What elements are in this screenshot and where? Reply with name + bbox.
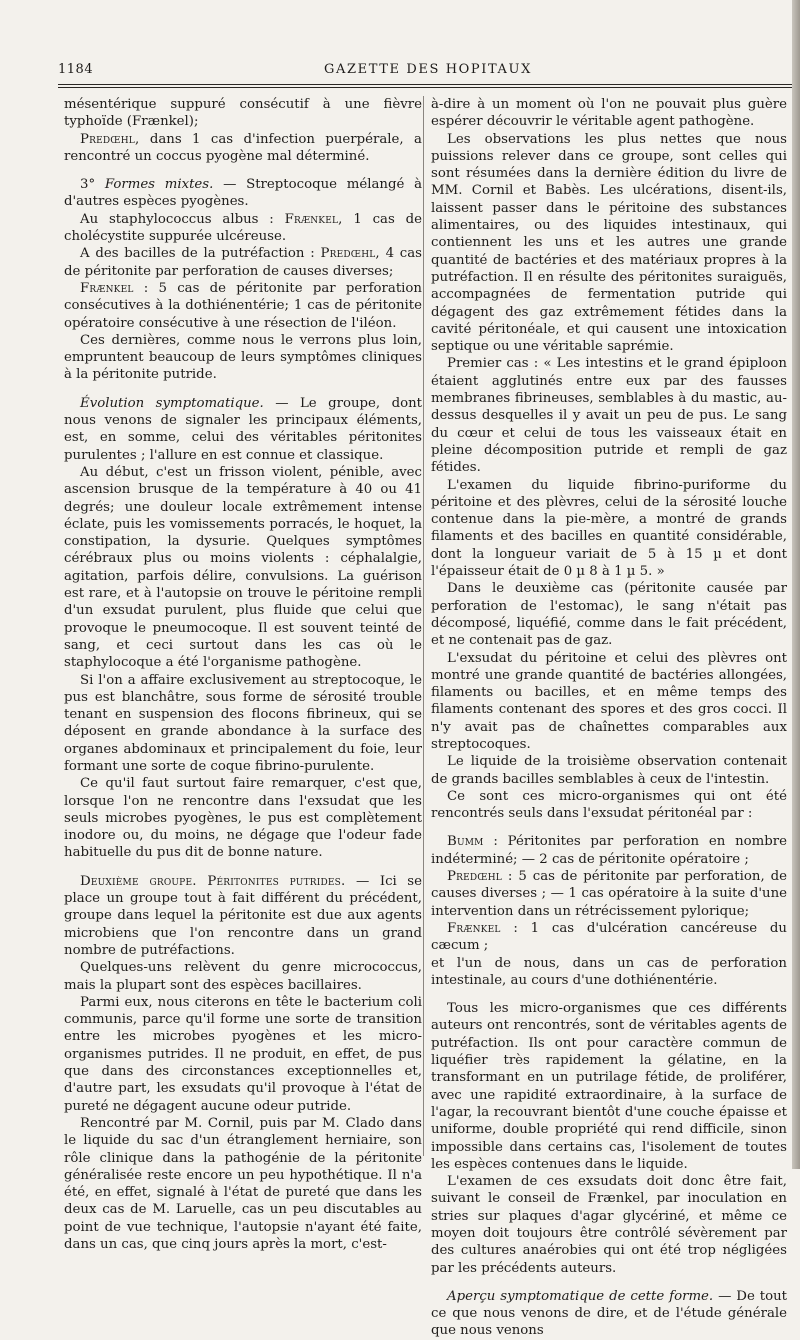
right-column <box>431 96 787 1340</box>
paragraph-text: Au début, c'est un frisson violent, pénible, avec ascension brusque de la température à 40 ou 41 degrés; une douleur locale extrêmement intense éclate, puis les vomissements porracés, le hoquet, la constipation, la dysurie. Quelques symptômes cérébraux plus ou moins violents : céphalalgie, agitation, parfois délire, convulsions. La guérison est rare, et à l'autopsie on trouve le péritoine rempli d'un exsudat purulent, plus fluide que celui que provoque le pneumocoque. Il est souvent teinté de sang, et ceci surtout dans les cas où le staphylocoque a été l'organisme pathogène. <box>64 464 422 671</box>
paragraph <box>64 464 422 672</box>
paragraph <box>431 833 787 868</box>
paragraph <box>431 96 787 131</box>
paragraph-text: Dans le deuxième cas (péritonite causée par perforation de l'estomac), le sang n'était pas décomposé, liquéfié, comme dans le fait précédent, et ne contenait pas de gaz. <box>431 581 787 649</box>
paragraph-lead-smallcaps: Frænkel <box>80 280 134 296</box>
paragraph-intro: A des bacilles de la putréfaction : <box>80 246 321 262</box>
paragraph-text: dans 1 cas d'infection puerpérale, a rencontré un coccus pyogène mal déterminé. <box>64 131 422 164</box>
page-edge-shadow <box>792 0 800 1169</box>
paragraph-intro: Au staphylococcus albus : <box>80 211 285 227</box>
paragraph-text: L'examen de ces exsudats doit donc être fait, suivant le conseil de Frænkel, par inoculation en stries sur plaques d'agar glycériné, et même ce moyen doit toujours être contrôlé sévèrement par des cultures anaérobies qui ont été trop négligées par les précédents auteurs. <box>431 1174 787 1276</box>
paragraph-lead-smallcaps: Deuxième groupe. Péritonites putrides. <box>80 873 346 889</box>
paragraph-text: Le liquide de la troisième observation contenait de grands bacilles semblables à ceux de l'intestin. <box>431 754 787 787</box>
paragraph-text: Si l'on a affaire exclusivement au streptocoque, le pus est blanchâtre, sous forme de sérosité trouble tenant en suspension des flocons fibrineux, qui se déposent en grande abondance à la surface des organes abdominaux et principalement du foie, leur formant une sorte de coque fibrino-purulente. <box>64 672 422 774</box>
paragraph-text: Rencontré par M. Cornil, puis par M. Clado dans le liquide du sac d'un étranglement herniaire, son rôle clinique dans la pathogénie de la péritonite généralisée reste encore un peu hypothétique. Il n'a été, en effet, signalé à l'état de pureté que dans les deux cas de M. Laruelle, cas un peu discutables au point de vue technique, l'autopsie n'ayant été faite, dans un cas, que cinq jours après la mort, c'est- <box>64 1115 422 1252</box>
paragraph-text: Parmi eux, nous citerons en tête le bacterium coli communis, parce qu'il forme une sorte de transition entre les microbes pyogènes et les micro-organismes putrides. Il ne produit, en effet, de pus que dans des circonstances exceptionnelles et, d'autre part, les exsudats qu'il provoque à l'état de pureté ne dégagent aucune odeur putride. <box>64 994 422 1114</box>
paragraph-heading-italic: Évolution symptomatique. <box>80 395 264 411</box>
paragraph <box>431 955 787 990</box>
paragraph <box>64 332 422 384</box>
paragraph <box>64 131 422 166</box>
paragraph <box>431 1288 787 1340</box>
paragraph-lead-smallcaps: Predœhl <box>447 869 502 885</box>
paragraph-lead-smallcaps: Frænkel <box>447 920 501 936</box>
paragraph-lead-smallcaps: Predœhl, <box>80 131 140 147</box>
paragraph-text: mésentérique suppuré consécutif à une fièvre typhoïde (Frænkel); <box>64 97 422 130</box>
paragraph <box>431 131 787 356</box>
paragraph <box>431 1000 787 1173</box>
paragraph-lead-smallcaps: Predœhl, <box>320 246 380 262</box>
paragraph-lead-smallcaps: Frænkel, <box>284 211 343 227</box>
paragraph <box>64 96 422 131</box>
paragraph-text: Ces dernières, comme nous le verrons plus loin, empruntent beaucoup de leurs symptômes cliniques à la péritonite putride. <box>64 332 422 383</box>
paragraph <box>64 245 422 280</box>
paragraph-text: : 1 cas d'ulcération cancéreuse du cæcum ; <box>431 920 787 954</box>
paragraph <box>64 1115 422 1253</box>
paragraph-text: Premier cas : « Les intestins et le grand épiploon étaient agglutinés entre eux par des fausses membranes fibrineuses, semblables à du mastic, au-dessus desquelles il y avait un peu de pus. Le sang du cœur et celui de tous les vaisseaux était en pleine décomposition putride et rempli de gaz fétides. <box>431 356 787 476</box>
paragraph <box>64 672 422 776</box>
paragraph-text: — Le groupe, dont nous venons de signaler les principaux éléments, est, en somme, celui des véritables péritonites purulentes ; l'allure en est connue et classique. <box>64 395 423 463</box>
paragraph-text: Tous les micro-organismes que ces différents auteurs ont rencontrés, sont de véritables agents de putréfaction. Ils ont pour caractère commun de liquéfier très rapidement la gélatine, en la transformant en un putrilage fétide, de proliférer, avec une rapidité extraordinaire, à la surface de l'agar, la recouvrant bientôt d'une couche épaisse et uniforme, double propriété qui rend difficile, sinon impossible dans certains cas, l'isolement de toutes les espèces contenues dans le liquide. <box>431 1001 787 1172</box>
paragraph-text: 1 cas de cholécystite suppurée ulcéreuse. <box>64 211 422 245</box>
page-header <box>58 60 798 84</box>
paragraph-text: : Péritonites par perforation en nombre indéterminé; — 2 cas de péritonite opératoire ; <box>431 834 787 867</box>
paragraph-text: Ce qu'il faut surtout faire remarquer, c'est que, lorsque l'on ne rencontre dans l'exsudat que les seuls microbes pyogènes, le pus est complètement inodore ou, du moins, ne dégage que l'odeur fade habituelle du pus dit de bonne nature. <box>64 776 422 861</box>
paragraph-text: 4 cas de péritonite par perforation de causes diverses; <box>64 246 422 279</box>
paragraph-text: : 5 cas de péritonite par perforation consécutives à la dothiénentérie; 1 cas de péritonite opératoire consécutive à une résection de l'iléon. <box>64 280 422 331</box>
paragraph <box>64 176 422 211</box>
paragraph <box>64 211 422 246</box>
paragraph <box>431 788 787 823</box>
paragraph <box>431 868 787 920</box>
paragraph-text: L'examen du liquide fibrino-puriforme du péritoine et des plèvres, celui de la sérosité louche contenue dans la pie-mère, a montré de grands filaments et des bacilles en quantité considérable, dont la longueur variait de 5 à 15 µ et dont l'épaisseur était de 0 µ 8 à 1 µ 5. » <box>431 477 787 580</box>
paragraph-text: : 5 cas de péritonite par perforation, de causes diverses ; — 1 cas opératoire à la suite d'une intervention dans un rétrécissement pylorique; <box>431 869 787 919</box>
paragraph <box>431 650 787 754</box>
paragraph-text: et l'un de nous, dans un cas de perforation intestinale, au cours d'une dothiénentérie. <box>431 955 787 988</box>
paragraph <box>431 1173 787 1277</box>
paragraph <box>431 355 787 476</box>
paragraph-heading-italic: Formes mixtes. <box>104 177 214 193</box>
paragraph <box>431 477 787 581</box>
paragraph <box>64 280 422 332</box>
page-number: 1184 <box>58 62 94 77</box>
paragraph-text: Quelques-uns relèvent du genre micrococcus, mais la plupart sont des espèces bacillaires. <box>64 960 422 993</box>
paragraph-text: Les observations les plus nettes que nous puissions relever dans ce groupe, sont celles qui sont résumées dans la dernière édition du livre de MM. Cornil et Babès. Les ulcérations, disent-ils, laissent passer dans le péritoine des substances alimentaires, ou des liquides intestinaux, qui contiennent les uns et les autres une grande quantité de bactéries et des matériaux propres à la putréfaction. Il en résulte des péritonites suraiguës, accompagnées de fermentation putride qui dégagent des gaz extrêmement fétides dans la cavité péritonéale, et qui causent une intoxication septique ou une véritable saprémie. <box>431 131 787 355</box>
paragraph-text: — Ici se place un groupe tout à fait différent du précédent, groupe dans lequel la péritonite est due aux agents microbiens que l'on rencontre dans un grand nombre de putréfactions. <box>64 873 422 958</box>
paragraph <box>64 395 422 464</box>
paragraph <box>431 753 787 788</box>
paragraph <box>431 920 787 955</box>
column-divider <box>423 96 424 1156</box>
paragraph <box>64 775 422 861</box>
header-rule <box>58 84 798 85</box>
paragraph-text: à-dire à un moment où l'on ne pouvait plus guère espérer découvrir le véritable agent pathogène. <box>431 97 787 130</box>
paragraph-heading-italic: Aperçu symptomatique de cette forme. <box>447 1288 714 1304</box>
paragraph <box>431 580 787 649</box>
paragraph-text: — Streptocoque mélangé à d'autres espèces pyogènes. <box>64 177 423 210</box>
paragraph-text: L'exsudat du péritoine et celui des plèvres ont montré une grande quantité de bactéries allongées, filaments ou bacilles, et en même temps des filaments contenant des spores et des gros cocci. Il n'y avait pas de chaînettes comparables aux streptocoques. <box>431 650 787 752</box>
paragraph <box>64 994 422 1115</box>
paragraph-text: Ce sont ces micro-organismes qui ont été rencontrés seuls dans l'exsudat péritonéal par : <box>431 788 787 822</box>
paragraph-text: — De tout ce que nous venons de dire, et de l'étude générale que nous venons <box>431 1288 787 1339</box>
paragraph <box>64 873 422 959</box>
running-title: GAZETTE DES HOPITAUX <box>324 62 532 77</box>
paragraph <box>64 959 422 994</box>
paragraph-number: 3° <box>80 177 105 193</box>
header-rule-secondary <box>58 87 798 88</box>
left-column <box>64 96 422 1253</box>
paragraph-lead-smallcaps: Bumm <box>447 834 484 850</box>
